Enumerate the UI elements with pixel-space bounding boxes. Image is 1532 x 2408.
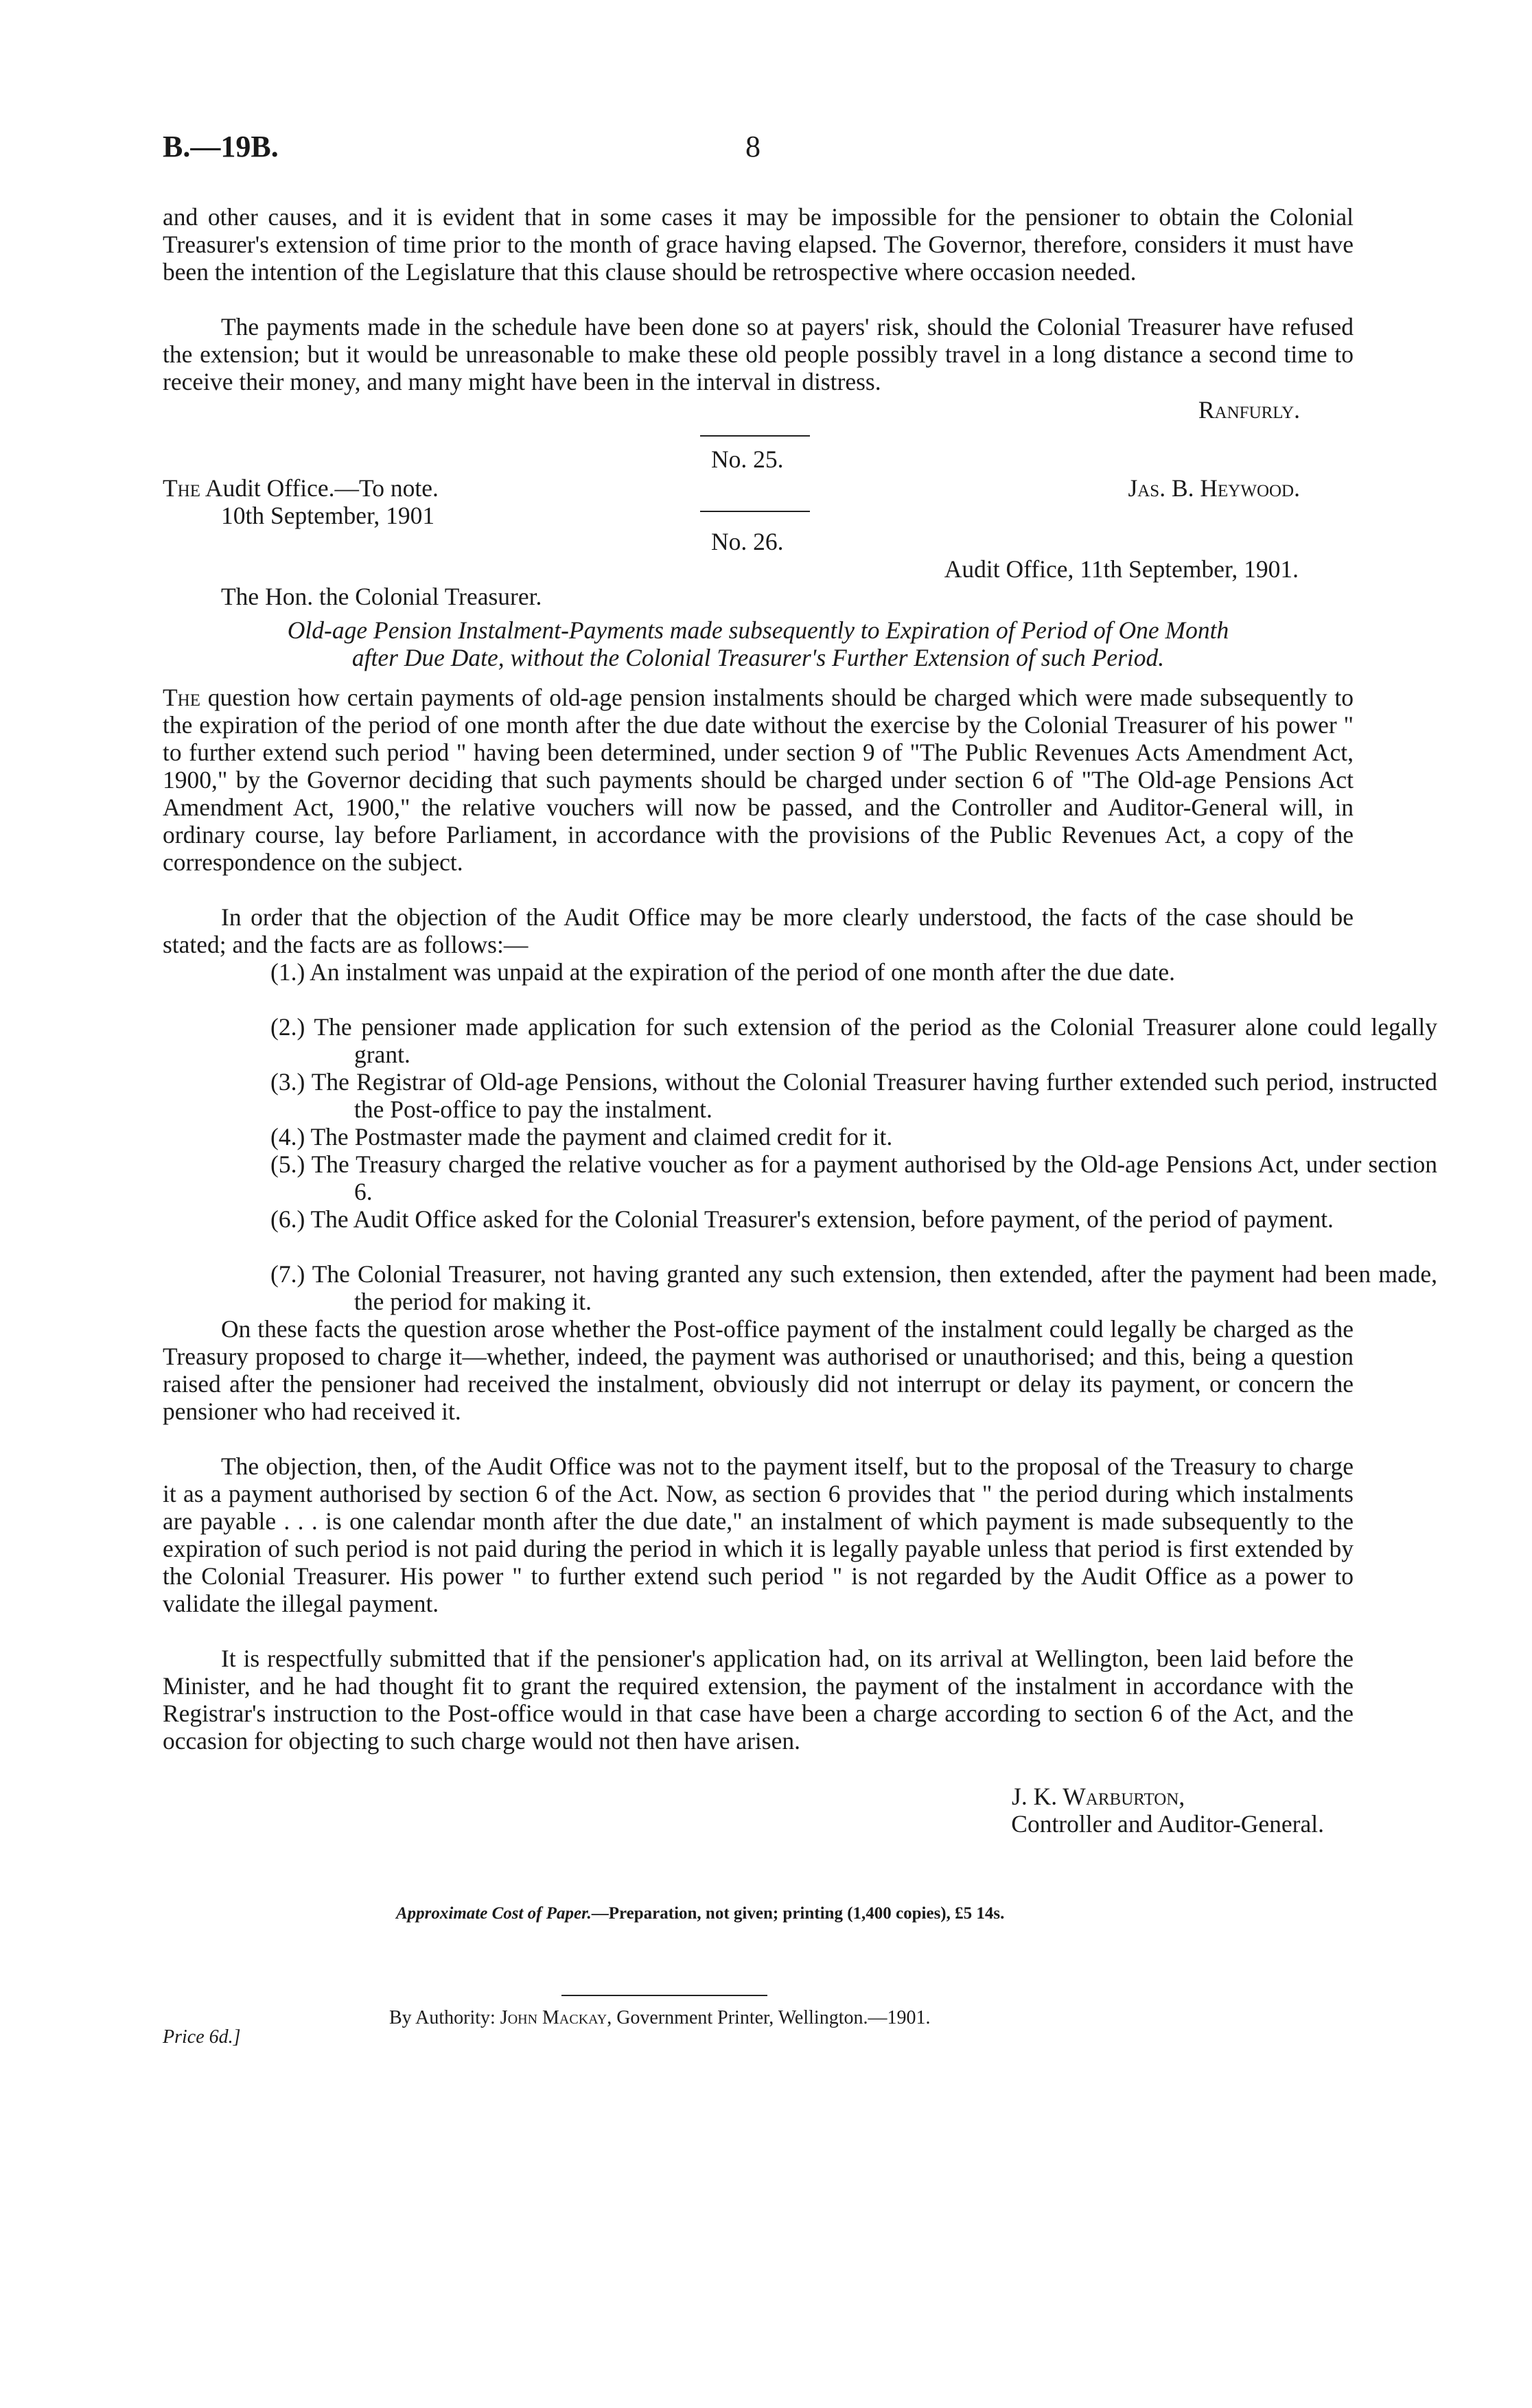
audit-office-minute — [163, 474, 439, 502]
letter-subject-line-1: Old-age Pension Instalment-Payments made subsequently to Expiration of Period of One Month — [287, 616, 1229, 644]
letter-addressee: The Hon. the Colonial Treasurer. — [221, 583, 542, 610]
cost-label: Approximate Cost of Paper. — [396, 1904, 592, 1923]
footer-rule — [561, 1995, 767, 1996]
heywood-signature: Jas. B. Heywood. — [1128, 474, 1300, 502]
printer-authority — [389, 2007, 930, 2029]
letter-subject-line-2: after Due Date, without the Colonial Treasurer's Further Extension of such Period. — [351, 644, 1165, 671]
letter-paragraph-3: On these facts the question arose whether the Post-office payment of the instalment could legally be charged as the Treasury proposed to charge it—whether, indeed, the payment was authorised or unauthorised; and this, being a question raised after the pensioner had received the instalment, obviously did not interrupt or delay its payment, or concern the pensioner who had received it. — [163, 1315, 1354, 1425]
cost-text: —Preparation, not given; printing (1,400 copies), £5 14s. — [591, 1904, 1005, 1923]
section-divider — [700, 435, 810, 437]
paragraph-lead-word: The — [163, 684, 201, 711]
signature-title: Controller and Auditor-General. — [1011, 1810, 1324, 1838]
fact-item-6: (6.) The Audit Office asked for the Colonial Treasurer's extension, before payment, of the period of payment. — [270, 1205, 1334, 1233]
letter-place-date: Audit Office, 11th September, 1901. — [944, 555, 1299, 583]
authority-prefix: By Authority: — [389, 2007, 496, 2028]
section-divider — [700, 511, 810, 512]
warburton-signature: J. K. Warburton, — [1012, 1783, 1185, 1810]
cost-of-paper-note — [396, 1904, 1004, 1923]
letter-paragraph-2: In order that the objection of the Audit Office may be more clearly understood, the facts of the case should be stated; and the facts are as follows:— — [163, 903, 1354, 958]
minute-text: Audit Office.—To note. — [200, 474, 439, 502]
minute-date: 10th September, 1901 — [221, 502, 435, 529]
document-number-26: No. 26. — [711, 528, 784, 555]
authority-suffix: Government Printer, Wellington.—1901. — [616, 2007, 931, 2028]
fact-item-7: (7.) The Colonial Treasurer, not having granted any such extension, then extended, after the payment had been made, the period for making it. — [270, 1260, 1437, 1315]
printer-name: John Mackay, — [500, 2007, 612, 2028]
payments-paragraph: The payments made in the schedule have been done so at payers' risk, should the Colonial Treasurer have refused the extension; but it would be unreasonable to make these old people possibly travel in a long distance a second time to receive their money, and many might have been in the interval in distress. — [163, 313, 1354, 395]
minute-lead-word: The — [163, 474, 201, 502]
fact-item-4: (4.) The Postmaster made the payment and claimed credit for it. — [270, 1123, 893, 1150]
document-number-25: No. 25. — [711, 445, 784, 473]
paragraph-text: question how certain payments of old-age pension instalments should be charged which were made subsequently to the expiration of the period of one month after the due date without the exercise by the Colonial Treasurer of his power " to further extend such period " having been determined, under section 9 of "The Public Revenues Acts Amendment Act, 1900," by the Governor deciding that such payments should be charged under section 6 of "The Old-age Pensions Act Amendment Act, 1900," the relative vouchers will now be passed, and the Controller and Auditor-General will, in ordinary course, lay before Parliament, in accordance with the provisions of the Public Revenues Act, a copy of the correspondence on the subject. — [163, 684, 1354, 876]
letter-paragraph-5: It is respectfully submitted that if the pensioner's application had, on its arrival at Wellington, been laid before the Minister, and he had thought fit to grant the required extension, the payment of the instalment in accordance with the Registrar's instruction to the Post-office would in that case have been a charge according to section 6 of the Act, and the occasion for objecting to such charge would not then have arisen. — [163, 1645, 1354, 1755]
document-reference: B.—19B. — [163, 130, 279, 163]
fact-item-2: (2.) The pensioner made application for such extension of the period as the Colonial Treasurer alone could legally grant. — [270, 1013, 1437, 1068]
page-number: 8 — [745, 130, 761, 163]
continuation-paragraph: and other causes, and it is evident that in some cases it may be impossible for the pensioner to obtain the Colonial Treasurer's extension of time prior to the month of grace having elapsed. The Governor, therefore, considers it must have been the intention of the Legislature that this clause should be retrospective where occasion needed. — [163, 203, 1354, 286]
letter-paragraph-4: The objection, then, of the Audit Office was not to the payment itself, but to the proposal of the Treasury to charge it as a payment authorised by section 6 of the Act. Now, as section 6 provides that " the period during which instalments are payable . . . is one calendar month after the due date," an instalment of which payment is made subsequently to the expiration of such period is not paid during the period in which it is legally payable unless that period is first extended by the Colonial Treasurer. His power " to further extend such period " is not regarded by the Audit Office as a power to validate the illegal payment. — [163, 1452, 1354, 1617]
letter-paragraph-1 — [163, 684, 1354, 876]
fact-item-1: (1.) An instalment was unpaid at the expiration of the period of one month after the due date. — [270, 958, 1176, 986]
fact-item-5: (5.) The Treasury charged the relative voucher as for a payment authorised by the Old-age Pensions Act, under section 6. — [270, 1150, 1437, 1205]
ranfurly-signature: Ranfurly. — [1198, 396, 1300, 424]
price-note: Price 6d.] — [163, 2026, 241, 2048]
fact-item-3: (3.) The Registrar of Old-age Pensions, without the Colonial Treasurer having further extended such period, instructed the Post-office to pay the instalment. — [270, 1068, 1437, 1123]
